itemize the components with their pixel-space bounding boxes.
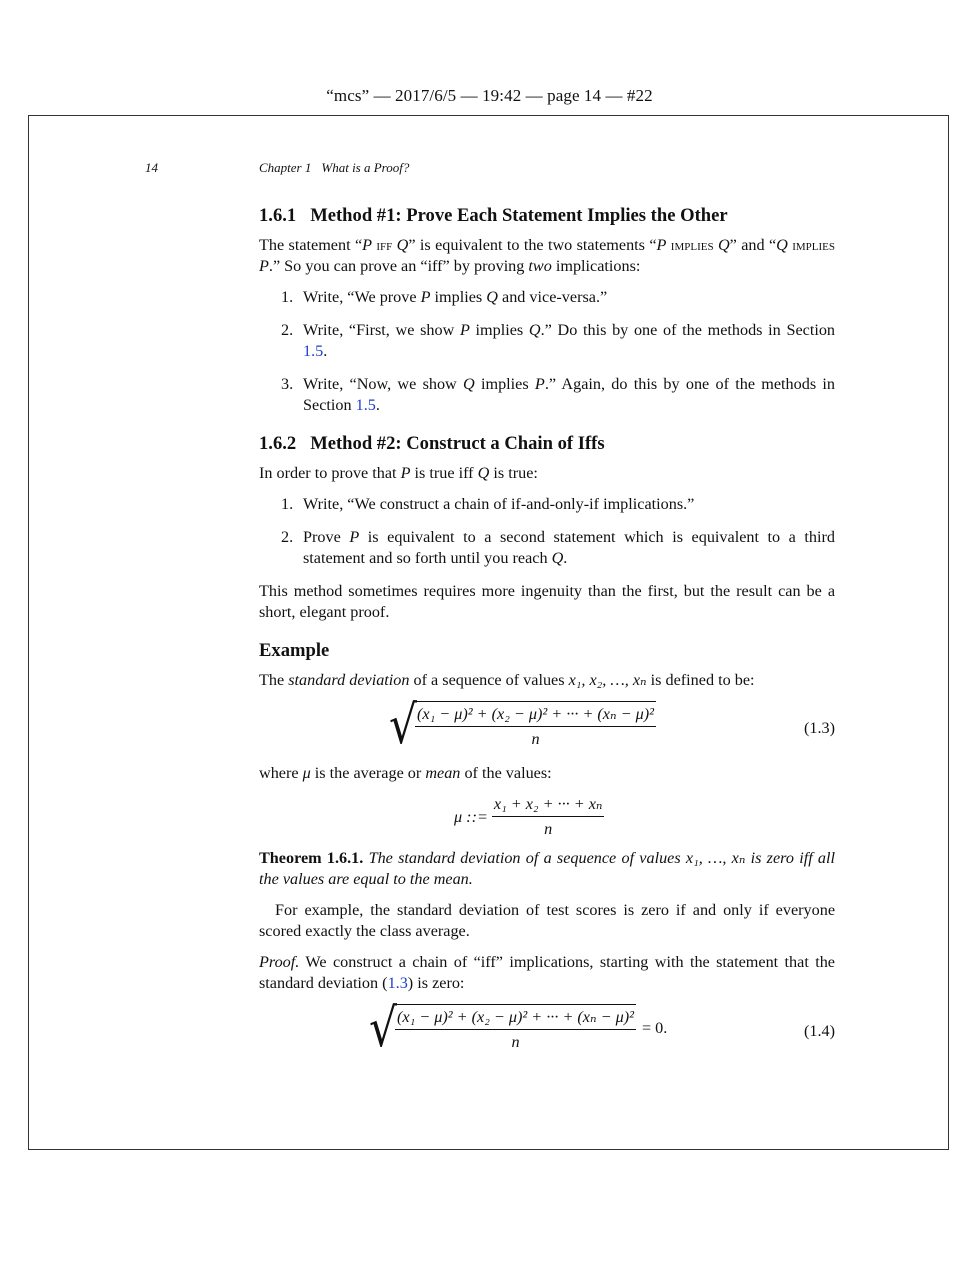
fraction-denominator: n [544, 820, 553, 838]
list-item [259, 320, 835, 362]
fraction-denominator: n [531, 730, 540, 748]
item-number: 2. [281, 528, 294, 546]
math-var: P [534, 375, 545, 393]
section-2-intro [259, 463, 835, 484]
example-heading: Example [259, 640, 330, 661]
text-run: is true iff [410, 464, 478, 482]
math-var: P [400, 464, 411, 482]
math-var: Q [776, 236, 788, 254]
text-run: is equivalent to a second statement which is equivalent to a third statement and so forth until you reach [303, 528, 835, 567]
emphasis: standard deviation [288, 671, 410, 689]
section-number: 1.6.2 [259, 433, 297, 454]
keyword: iff [372, 236, 397, 254]
equation-body [369, 997, 668, 1059]
text-run: where [259, 764, 303, 782]
math-var: P [656, 236, 667, 254]
fraction-denominator: n [511, 1033, 520, 1051]
text-run: In order to prove that [259, 464, 401, 482]
text-run: . [563, 549, 568, 567]
std-dev-definition [259, 670, 835, 691]
equation-number: (1.3) [803, 719, 835, 737]
section-link[interactable]: 1.5 [303, 342, 324, 360]
emphasis: mean [425, 764, 461, 782]
proof-paragraph [259, 952, 835, 994]
section-1-intro [259, 235, 835, 277]
section-title: Method #1: Prove Each Statement Implies the Other [310, 205, 728, 226]
text-run: implies [469, 321, 529, 339]
item-number: 2. [281, 321, 294, 339]
theorem-1-6-1 [259, 848, 835, 890]
theorem-text: The standard deviation of a sequence of values x₁, …, xₙ is zero iff all the values are equal to the mean. [259, 849, 836, 888]
fraction-numerator: (x₁ − μ)² + (x₂ − μ)² + ··· + (xₙ − μ)² [415, 701, 656, 727]
mean-equation [259, 794, 835, 840]
method-1-steps [259, 287, 835, 416]
text-run: ” is equivalent to the two statements “ [408, 236, 657, 254]
math-var: P [349, 528, 360, 546]
section-number: 1.6.1 [259, 205, 297, 226]
math-var: P [259, 257, 269, 275]
equation-1-4 [259, 997, 835, 1060]
fraction [395, 1004, 636, 1053]
fraction-numerator: (x₁ − μ)² + (x₂ − μ)² + ··· + (xₙ − μ)² [395, 1004, 636, 1030]
section-title: Method #2: Construct a Chain of Iffs [310, 433, 605, 454]
list-item [259, 527, 835, 569]
proof-label: Proof. [259, 953, 300, 971]
math-var: P [420, 288, 431, 306]
text-run: The [259, 671, 289, 689]
text-run: We construct a chain of “iff” implications, starting with the statement that the standard deviation ( [259, 953, 835, 992]
method-2-steps [259, 494, 835, 569]
running-head [259, 160, 409, 176]
page-stamp: “mcs” — 2017/6/5 — 19:42 — page 14 — #22 [326, 86, 653, 105]
sqrt-symbol: √ [369, 997, 398, 1059]
section-2-closing: This method sometimes requires more ingenuity than the first, but the result can be a short, elegant proof. [259, 582, 835, 621]
page-body [259, 204, 835, 1066]
emphasis: two [528, 257, 552, 275]
math-var: Q [477, 464, 490, 482]
text-run: is the average or [310, 764, 426, 782]
text-run: Write, “First, we show [303, 321, 460, 339]
text-run: ) is zero: [407, 974, 465, 992]
math-var: Q [528, 321, 541, 339]
text-run: .” Do this by one of the methods in Section [540, 321, 836, 339]
text-run: and vice-versa.” [497, 288, 608, 306]
theorem-label: Theorem 1.6.1. [259, 849, 364, 867]
text-run: of the values: [460, 764, 552, 782]
keyword: implies [787, 236, 835, 254]
text-run: Prove [303, 528, 350, 546]
section-1-6-2-heading [259, 432, 835, 455]
text-run: . [323, 342, 328, 360]
equation-link[interactable]: 1.3 [387, 974, 408, 992]
text-run: .” Again, do this by one of the methods in Section [303, 375, 835, 414]
mean-definition [259, 763, 835, 784]
page-number: 14 [145, 160, 158, 175]
math-var: Q [486, 288, 498, 306]
example-paragraph: For example, the standard deviation of test scores is zero if and only if everyone scored exactly the class average. [259, 901, 835, 940]
text-run: Write, “We construct a chain of if-and-only-if implications.” [303, 495, 695, 513]
text-run: Write, “Now, we show [303, 375, 464, 393]
section-1-6-1-heading [259, 204, 835, 227]
text-run: ” and “ [729, 236, 777, 254]
equation-lhs: μ ::= [454, 807, 488, 826]
list-item [259, 374, 835, 416]
text-run: The statement “ [259, 236, 363, 254]
item-number: 1. [281, 288, 294, 306]
running-head-title: What is a Proof? [321, 160, 410, 175]
fraction [492, 794, 605, 840]
equation-body [389, 694, 656, 756]
equation-rhs: = 0. [641, 1019, 668, 1037]
list-item [259, 287, 835, 308]
equation-1-3 [259, 694, 835, 757]
running-head-chapter: Chapter 1 [259, 160, 312, 175]
math-var: μ [302, 764, 311, 782]
math-expression: x₁, x₂, …, xₙ [568, 671, 647, 689]
text-run: is true: [489, 464, 538, 482]
equation-number: (1.4) [803, 1022, 835, 1040]
text-run: of a sequence of values [409, 671, 569, 689]
item-number: 1. [281, 495, 294, 513]
text-run: is defined to be: [646, 671, 755, 689]
text-run: .” So you can prove an “iff” by proving [268, 257, 529, 275]
section-link[interactable]: 1.5 [355, 396, 376, 414]
fraction-numerator: x₁ + x₂ + ··· + xₙ [492, 794, 605, 817]
math-var: Q [551, 549, 564, 567]
math-var: Q [463, 375, 475, 393]
equation-body [454, 794, 604, 840]
math-var: P [362, 236, 373, 254]
sqrt-symbol: √ [389, 694, 418, 756]
list-item [259, 494, 835, 515]
math-var: Q [717, 236, 730, 254]
math-var: Q [396, 236, 409, 254]
item-number: 3. [281, 375, 294, 393]
text-run: implies [430, 288, 487, 306]
keyword: implies [666, 236, 718, 254]
fraction [415, 701, 656, 750]
text-run: implies [474, 375, 535, 393]
text-run: Write, “We prove [303, 288, 421, 306]
text-run: . [375, 396, 380, 414]
text-run: implications: [551, 257, 641, 275]
math-var: P [459, 321, 470, 339]
